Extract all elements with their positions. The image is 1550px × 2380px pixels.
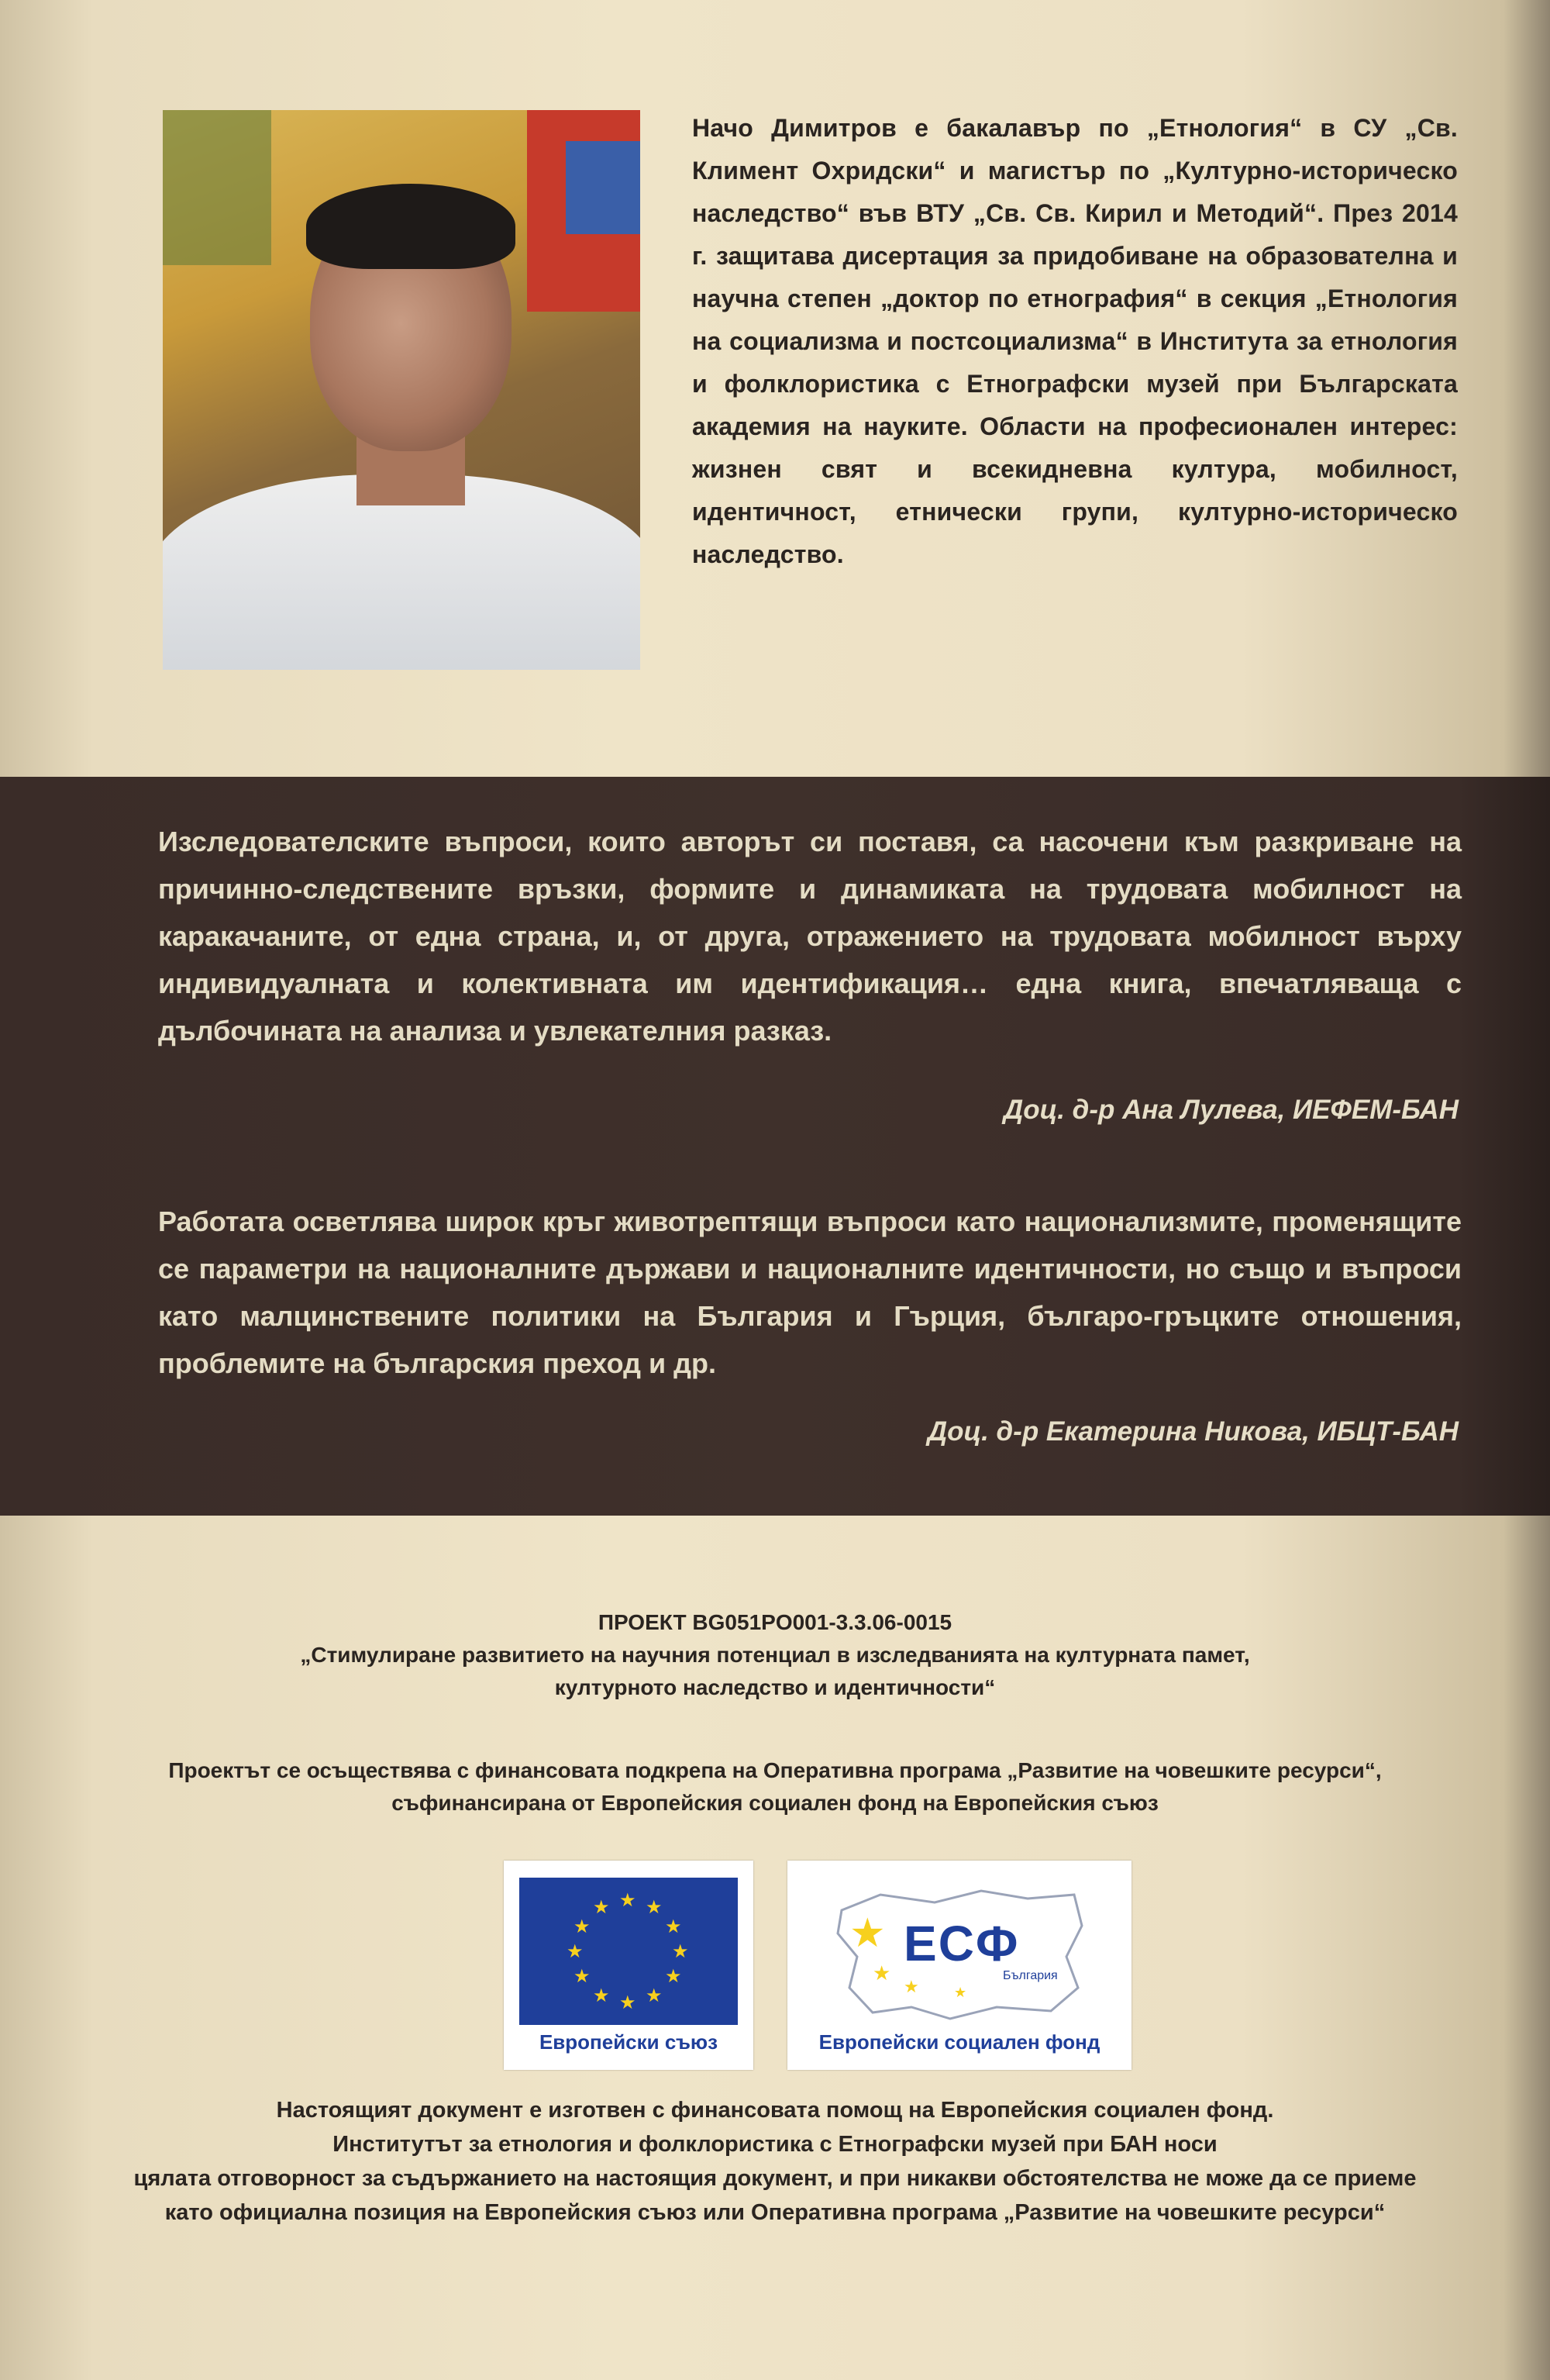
review-signature-2: Доц. д-р Екатерина Никова, ИБЦТ-БАН — [927, 1416, 1459, 1447]
eu-star-icon: ★ — [665, 1916, 682, 1937]
review-text-2: Работата осветлява широк кръг животрептящи въпроси като национализмите, променящите се параметри на националните държави и националните идентичности, но също и въпроси като малцинствените политики на България и Гърция, българо-гръцките отношения, проблемите на българския преход и др. — [158, 1206, 1462, 1379]
esf-logo-title: ЕСФ — [904, 1916, 1020, 1971]
disclaimer-line2: Институтът за етнология и фолклористика с Етнографски музей при БАН носи — [332, 2132, 1218, 2157]
esf-star-icon: ★ — [873, 1961, 891, 1985]
photo-background-green — [163, 110, 271, 265]
funding-line2: съфинансирана от Европейския социален фонд на Европейския съюз — [391, 1791, 1159, 1815]
eu-star-icon: ★ — [646, 1985, 663, 2006]
eu-star-icon: ★ — [593, 1985, 610, 2006]
esf-star-icon: ★ — [904, 1977, 919, 1996]
esf-logo-caption: Европейски социален фонд — [818, 2030, 1100, 2054]
review-text-1: Изследователските въпроси, които авторът си поставя, са насочени към разкриване на причинно-следствените връзки, формите и динамиката на трудовата мобилност на каракачаните, от една страна, и, от друга, отражението на трудовата мобилност върху индивидуалната и колективната им идентификация… една книга, впечатляваща с дълбочината на анализа и увлекателния разказ. — [158, 826, 1462, 1047]
photo-background-blue — [566, 141, 640, 234]
eu-flag — [519, 1878, 738, 2025]
project-title-line2: културното наследство и идентичности“ — [554, 1675, 996, 1699]
eu-star-icon: ★ — [619, 1992, 636, 2013]
esf-logo — [787, 1861, 1132, 2070]
review-signature-1: Доц. д-р Ана Лулева, ИЕФЕМ-БАН — [1003, 1095, 1459, 1125]
eu-logo-caption: Европейски съюз — [539, 2030, 718, 2054]
eu-logo — [504, 1861, 753, 2070]
eu-star-icon: ★ — [593, 1897, 610, 1918]
esf-logo-subtitle: България — [1003, 1969, 1058, 1982]
project-code: ПРОЕКТ BG051PO001-3.3.06-0015 — [598, 1610, 952, 1634]
disclaimer-line1: Настоящият документ е изготвен с финансовата помощ на Европейския социален фонд. — [276, 2098, 1274, 2123]
eu-star-icon: ★ — [574, 1966, 591, 1987]
project-title-line1: „Стимулиране развитието на научния потенциал в изследванията на културната памет, — [300, 1643, 1250, 1667]
author-photo — [163, 110, 640, 670]
eu-star-icon: ★ — [665, 1966, 682, 1987]
esf-star-icon: ★ — [849, 1911, 886, 1956]
esf-star-icon: ★ — [954, 1985, 967, 2000]
funding-line1: Проектът се осъществява с финансовата подкрепа на Оперативна програма „Развитие на човешките ресурси“, — [168, 1758, 1382, 1782]
eu-star-icon: ★ — [574, 1916, 591, 1937]
author-bio: Начо Димитров е бакалавър по „Етнология“ в СУ „Св. Климент Охридски“ и магистър по „Културно-историческо наследство“ във ВТУ „Св. Св. Кирил и Методий“. През 2014 г. защитава дисертация за придобиване на образователна и научна степен „доктор по етнография“ в секция „Етнология на социализма и постсоциализма“ в Института за етнология и фолклористика с Етнографски музей при Българската академия на науките. Области на професионален интерес: жизнен свят и всекидневна култура, мобилност, идентичност, етнически групи, културно-историческо наследство. — [692, 114, 1458, 568]
disclaimer-line3: цялата отговорност за съдържанието на настоящия документ, и при никакви обстоятелства не може да се приеме — [133, 2166, 1417, 2191]
eu-star-icon: ★ — [672, 1941, 689, 1962]
eu-star-icon: ★ — [646, 1897, 663, 1918]
disclaimer-line4: като официална позиция на Европейския съюз или Оперативна програма „Развитие на човешките ресурси“ — [164, 2200, 1386, 2225]
photo-hair — [306, 184, 515, 269]
eu-star-icon: ★ — [567, 1941, 584, 1962]
eu-star-icon: ★ — [619, 1890, 636, 1911]
